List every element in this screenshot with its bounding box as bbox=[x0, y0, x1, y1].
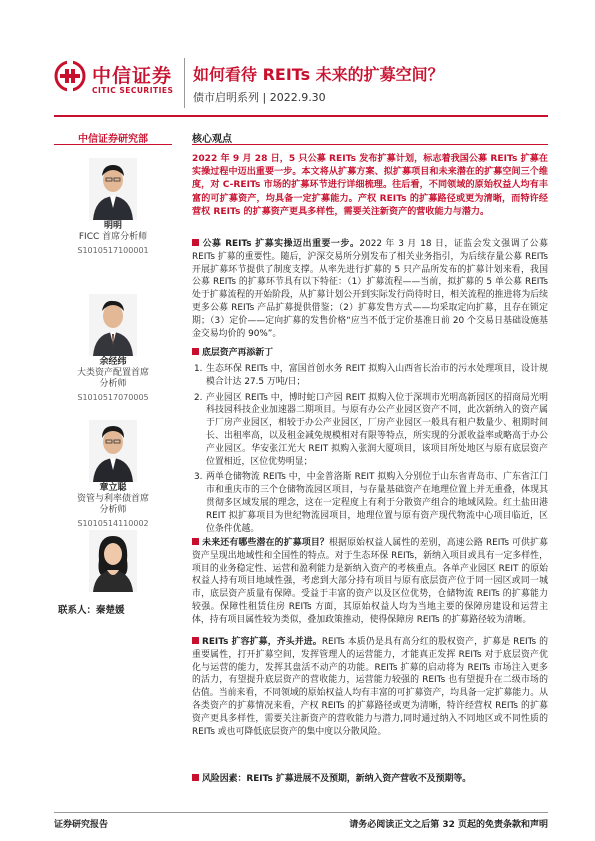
subheading-text: 底层资产再添新丁 bbox=[202, 348, 273, 358]
bullet-square-icon bbox=[192, 774, 199, 781]
list-item bbox=[192, 471, 548, 535]
analyst-name: 章立聪 bbox=[99, 483, 127, 493]
citic-logo-icon bbox=[54, 60, 86, 92]
bullet-square-icon bbox=[192, 637, 199, 644]
new-assets-list bbox=[192, 363, 548, 538]
paragraph-lead: 未来还有哪些潜在的扩募项目？ bbox=[202, 538, 329, 548]
analyst-photo bbox=[89, 294, 137, 356]
bullet-square-icon bbox=[192, 348, 199, 355]
research-dept-heading: 中信证券研究部 bbox=[78, 134, 148, 145]
list-item-number: 2. bbox=[194, 392, 203, 403]
paragraph-body: REITs 扩募进展不及预期，新纳入资产营收不及预期等。 bbox=[246, 774, 472, 784]
brand-name-en: CITIC SECURITIES bbox=[92, 86, 174, 95]
report-title: 如何看待 REITs 未来的扩募空间？ bbox=[193, 65, 444, 84]
list-item bbox=[192, 363, 548, 389]
list-item-number: 1. bbox=[194, 364, 203, 374]
analyst-title: 资管与利率债首席分析师 bbox=[76, 494, 149, 515]
analyst-card bbox=[54, 294, 172, 404]
summary-paragraph: 2022 年 9 月 28 日，5 只公募 REITs 发布扩募计划，标志着我国公募 REITs 扩募在实操过程中迈出重要一步。本文将从扩募方案、拟扩募项目和未来潜在的扩募空间三个维度，对 C-REITs 市场的扩募环节进行详细梳理。往后看，不同领域的原始权益人均有丰富的可扩募资产，均具备一定扩募能力。产权 REITs 的扩募路径或更为清晰，而特许经营权 REITs 的扩募资产更具多样性，需要关注新资产的营收能力与潜力。 bbox=[192, 154, 548, 217]
left-rule bbox=[54, 144, 172, 145]
list-item-text: 两单仓储物流 REITs 中，中金普洛斯 REIT 拟购入分别位于山东省青岛市、广东省江门市和重庆市的三个仓储物流园区项目，与存量基础资产在地理位置上并无重叠，体现其贯彻多区域发展的理念，这在一定程度上有利于分散资产组合的地域风险。红土盐田港 REIT 拟扩募项目为世纪物流园项目，地理位置与原有资产现代物流中心项目临近，区位条件优越。 bbox=[206, 472, 548, 534]
paragraph-body: REITs 本质仍是具有高分红的股权资产，扩募是 REITs 的重要属性，打开扩募空间，发挥管理人的运营能力，才能真正发挥 REITs 对于底层资产优化与运营的能力，发挥其盘活不动产的功能。REITs 扩募的启动将为 REITs 市场注入更多的活力，有望提升底层资产的营收能力，运营能力较强的 REITs 也有望提升在二级市场的估值。当前来看，不同领域的原始权益人均有丰富的可扩募资产，均具备一定扩募能力。从各类资产的扩募情况来看，产权 REITs 的扩募路径或更为清晰，特许经营权 REITs 的扩募资产更具多样性，需要关注新资产的营收能力与潜力,同时通过纳入不同地区或不同性质的 REITs 或也可降低底层资产的集中度以分散风险。 bbox=[192, 637, 548, 737]
analyst-card bbox=[54, 420, 172, 530]
subheading-new-assets bbox=[192, 347, 548, 360]
paragraph-lead: 公募 REITs 扩募实操迈出重要一步。 bbox=[202, 239, 360, 249]
list-item-text: 产业园区 REITs 中，博时蛇口产园 REIT 拟购入位于深圳市光明高新园区的招商局光明科技园科技企业加速器二期项目。与原有办公产业园区资产不同，此次新纳入的资产属于厂房产业园区，相较于办公产业园区，厂房产业园区一般具有租户数量少、租期时间长、出租率高，以及租金减免规模相对有限等特点，所实现的分派收益率或略高于办公产业园区。华安张江光大 REIT 拟购入张润大厦项目，该项目所处地区与原有底层资产位置相近，区位优势明显； bbox=[206, 392, 548, 467]
right-rule bbox=[192, 144, 548, 145]
core-view-heading: 核心观点 bbox=[192, 134, 232, 145]
paragraph-expansion-step bbox=[192, 238, 548, 340]
paragraph-risk-factors bbox=[192, 773, 548, 786]
citic-logo bbox=[54, 60, 180, 100]
paragraph-lead: 风险因素： bbox=[202, 774, 247, 784]
paragraph-expansion-parallel bbox=[192, 636, 548, 738]
footer-disclaimer-link[interactable]: 请务必阅读正文之后第 32 页起的免责条款和声明 bbox=[349, 820, 548, 830]
header-divider bbox=[184, 58, 185, 108]
paragraph-body: 2022 年 3 月 18 日，证监会发文强调了公募 REITs 扩募的重要性。随后，沪深交易所分别发布了相关业务指引，为后续存量公募 REITs 开展扩募环节提供了制度支撑。从率先进行扩募的 5 只产品所发布的扩募计划来看，我国公募 REITs 的扩募环节具有以下特征：（1）扩募流程——当前，拟扩募的 5 单公募 REITs 处于扩募流程的开始阶段，从扩募计划公开到实际发行尚待时日，相关流程的推进将为后续更多公募 REITs 产品扩募提供借鉴；（2）扩募发售方式——均采取定向扩募，且存在锁定期；（3）定价——定向扩募的发售价格“应当不低于定价基准日前 20 个交易日基础设施基金交易均价的 90%”。 bbox=[192, 239, 548, 339]
analyst-license-id: S1010517100001 bbox=[77, 246, 149, 255]
list-item-text: 生态环保 REITs 中，富国首创水务 REIT 拟购入山西省长治市的污水处理项目，设计规模合计达 27.5 万吨/日； bbox=[206, 364, 548, 387]
contact-person: 联系人：秦楚媛 bbox=[58, 605, 125, 616]
analyst-license-id: S1010517070005 bbox=[77, 393, 149, 402]
analyst-photo bbox=[89, 158, 137, 220]
footer-report-type: 证券研究报告 bbox=[54, 820, 109, 830]
bullet-square-icon bbox=[192, 239, 199, 246]
analyst-license-id: S1010514110002 bbox=[77, 519, 149, 528]
paragraph-lead: REITs 扩容扩募，齐头并进。 bbox=[202, 637, 322, 647]
paragraph-potential-projects bbox=[192, 537, 548, 627]
analyst-name: 明明 bbox=[103, 221, 122, 231]
analyst-card bbox=[54, 158, 172, 257]
brand-name-cn: 中信证券 bbox=[92, 65, 173, 87]
footer-rule bbox=[54, 812, 548, 813]
report-series-date: 债市启明系列 | 2022.9.30 bbox=[193, 91, 326, 104]
paragraph-body: 根据原始权益人属性的差别，高速公路 REITs 可供扩募资产呈现出地域性和全国性的特点。对于生态环保 REITs，新纳入项目或具有一定多样性，项目的业务稳定性、运营和盈利能力是新纳入资产的考核重点。各单产业园区 REIT 的原始权益人持有项目地域性强，考虑到大部分持有项目与原有底层资产位于同一园区或同一城市，底层资产质量有保障。受益于丰富的资产以及区位优势，仓储物流 REITs 的扩募能力较强。保障性租赁住房 REITs 方面，其原始权益人均为当地主要的保障房建设和运营主体，持有项目属性较为类似，叠加政策推动，使得保障房 REITs 的扩募路径较为清晰。 bbox=[192, 538, 549, 625]
list-item-number: 3. bbox=[194, 472, 203, 483]
analyst-photo bbox=[89, 420, 137, 482]
analyst-name: 余经纬 bbox=[99, 357, 127, 367]
header-rule bbox=[54, 115, 548, 117]
analyst-title: FICC 首席分析师 bbox=[78, 232, 148, 242]
analyst-title: 大类资产配置首席分析师 bbox=[76, 368, 149, 389]
contact-photo bbox=[89, 530, 137, 592]
bullet-square-icon bbox=[192, 538, 199, 545]
list-item bbox=[192, 392, 548, 469]
